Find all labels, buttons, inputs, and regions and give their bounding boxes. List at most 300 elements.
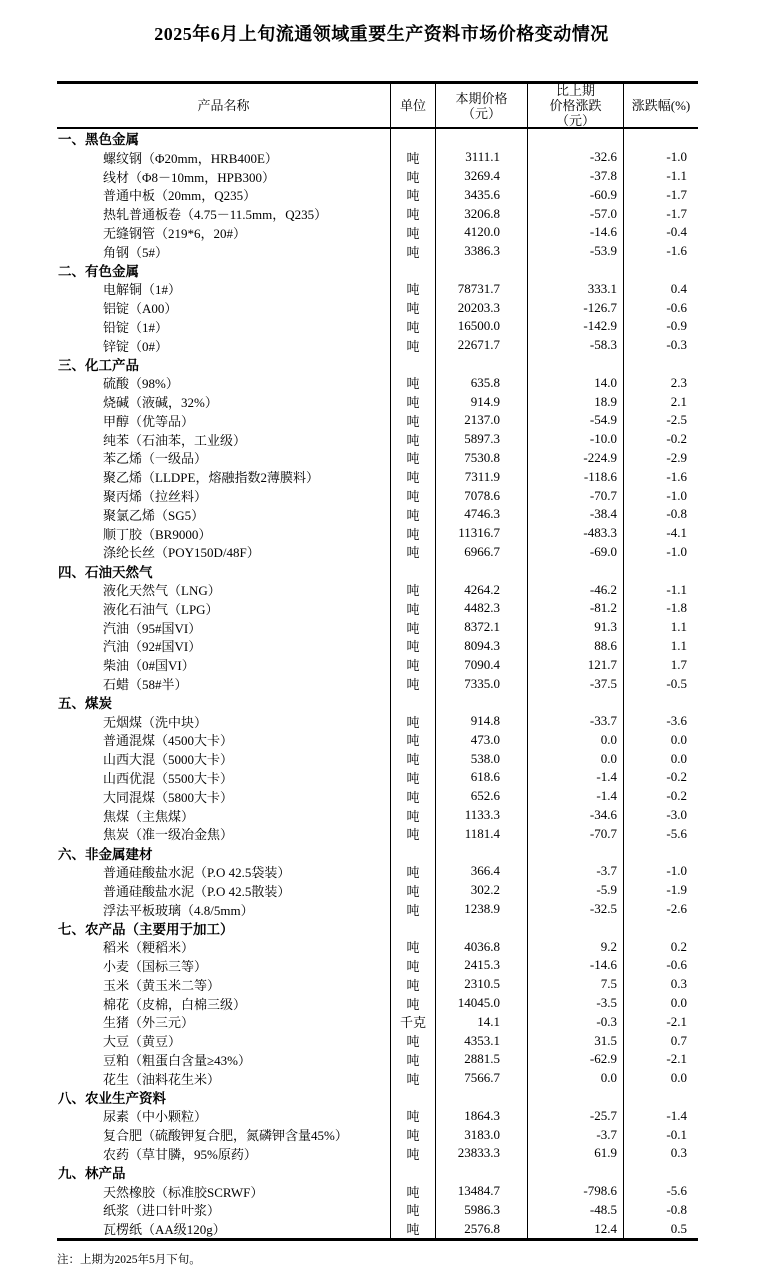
table-row <box>57 655 698 674</box>
price-change-value: -25.7 <box>527 1106 623 1125</box>
unit-value: 吨 <box>390 298 435 317</box>
column-header-price-line2: （元） <box>461 105 501 121</box>
change-percent-value: 1.1 <box>623 637 698 656</box>
product-name: 汽油（92#国VI） <box>103 639 202 655</box>
unit-value: 吨 <box>390 279 435 298</box>
unit-cell <box>390 918 435 937</box>
change-percent-value: -0.4 <box>623 223 698 242</box>
price-change-value: -126.7 <box>527 298 623 317</box>
current-price-value: 7335.0 <box>435 674 527 693</box>
product-name: 石蜡（58#半） <box>103 677 188 693</box>
table-row <box>57 1182 698 1201</box>
change-percent-value: 0.0 <box>623 1069 698 1088</box>
current-price-value: 7311.9 <box>435 467 527 486</box>
product-name: 热轧普通板卷（4.75－11.5mm，Q235） <box>103 207 328 223</box>
unit-value: 吨 <box>390 467 435 486</box>
section-title: 一、黑色金属 <box>58 132 139 148</box>
change-percent-value: -1.1 <box>623 167 698 186</box>
column-header-product-label: 产品名称 <box>197 98 250 113</box>
product-name: 尿素（中小颗粒） <box>103 1109 208 1125</box>
product-name: 锌锭（0#） <box>103 338 169 354</box>
change-percent-value: 2.1 <box>623 392 698 411</box>
price-change-value: -46.2 <box>527 580 623 599</box>
unit-value: 吨 <box>390 674 435 693</box>
current-price-value: 8094.3 <box>435 637 527 656</box>
table-row <box>57 392 698 411</box>
price-change-value: 14.0 <box>527 373 623 392</box>
price-change-value: -5.9 <box>527 881 623 900</box>
table-header-row <box>57 84 698 129</box>
unit-cell <box>390 1088 435 1107</box>
change-percent-value: -5.6 <box>623 824 698 843</box>
current-price-value: 14.1 <box>435 1012 527 1031</box>
product-name: 生猪（外三元） <box>103 1015 195 1031</box>
unit-value: 吨 <box>390 956 435 975</box>
unit-value: 吨 <box>390 768 435 787</box>
product-name: 聚氯乙烯（SG5） <box>103 507 205 523</box>
product-name: 无缝钢管（219*6，20#） <box>103 225 247 241</box>
unit-value: 吨 <box>390 881 435 900</box>
unit-value: 吨 <box>390 787 435 806</box>
current-price-value: 618.6 <box>435 768 527 787</box>
column-header-product <box>57 84 390 127</box>
table-row <box>57 373 698 392</box>
current-price-value: 4353.1 <box>435 1031 527 1050</box>
table-row <box>57 242 698 261</box>
price-change-value: -483.3 <box>527 524 623 543</box>
product-name: 焦炭（准一级冶金焦） <box>103 827 234 843</box>
table-row <box>57 618 698 637</box>
table-row <box>57 1144 698 1163</box>
unit-value: 吨 <box>390 242 435 261</box>
price-cell <box>435 561 527 580</box>
table-row <box>57 505 698 524</box>
product-name: 铝锭（A00） <box>103 301 178 317</box>
unit-value: 吨 <box>390 411 435 430</box>
unit-value: 吨 <box>390 1031 435 1050</box>
section-row <box>57 355 698 374</box>
product-name: 山西大混（5000大卡） <box>103 752 234 768</box>
current-price-value: 3269.4 <box>435 167 527 186</box>
unit-value: 吨 <box>390 712 435 731</box>
table-row <box>57 298 698 317</box>
section-title: 七、农产品（主要用于加工） <box>58 921 234 937</box>
price-change-value: -3.7 <box>527 862 623 881</box>
table-body <box>57 129 698 1238</box>
change-cell <box>527 261 623 280</box>
product-name: 普通硅酸盐水泥（P.O 42.5散装） <box>103 883 291 899</box>
current-price-value: 473.0 <box>435 731 527 750</box>
change-percent-value: -4.1 <box>623 524 698 543</box>
section-title: 六、非金属建材 <box>58 846 153 862</box>
product-name: 豆粕（粗蛋白含量≥43%） <box>103 1052 251 1068</box>
change-percent-value: 1.1 <box>623 618 698 637</box>
price-change-value: -3.7 <box>527 1125 623 1144</box>
table-row <box>57 862 698 881</box>
unit-value: 吨 <box>390 373 435 392</box>
unit-cell <box>390 693 435 712</box>
table-row <box>57 787 698 806</box>
price-change-value: -1.4 <box>527 787 623 806</box>
change-percent-value: -1.0 <box>623 486 698 505</box>
product-name: 普通混煤（4500大卡） <box>103 733 234 749</box>
change-percent-value: -0.2 <box>623 430 698 449</box>
price-change-value: 91.3 <box>527 618 623 637</box>
product-name: 浮法平板玻璃（4.8/5mm） <box>103 902 254 918</box>
change-percent-value: -3.6 <box>623 712 698 731</box>
price-change-value: 0.0 <box>527 749 623 768</box>
change-percent-value: 0.0 <box>623 731 698 750</box>
change-cell <box>527 843 623 862</box>
price-change-value: -70.7 <box>527 486 623 505</box>
section-row <box>57 561 698 580</box>
current-price-value: 78731.7 <box>435 279 527 298</box>
section-title: 五、煤炭 <box>58 696 112 712</box>
price-cell <box>435 129 527 148</box>
change-cell <box>527 918 623 937</box>
unit-value: 吨 <box>390 148 435 167</box>
current-price-value: 11316.7 <box>435 524 527 543</box>
product-name: 玉米（黄玉米二等） <box>103 977 221 993</box>
product-name: 烧碱（液碱，32%） <box>103 395 218 411</box>
product-name: 铅锭（1#） <box>103 319 169 335</box>
current-price-value: 914.8 <box>435 712 527 731</box>
unit-value: 吨 <box>390 1219 435 1238</box>
pct-cell <box>623 843 698 862</box>
current-price-value: 16500.0 <box>435 317 527 336</box>
current-price-value: 7566.7 <box>435 1069 527 1088</box>
current-price-value: 4746.3 <box>435 505 527 524</box>
current-price-value: 2576.8 <box>435 1219 527 1238</box>
unit-cell <box>390 843 435 862</box>
table-row <box>57 900 698 919</box>
unit-value: 吨 <box>390 524 435 543</box>
unit-value: 吨 <box>390 505 435 524</box>
change-percent-value: 0.0 <box>623 994 698 1013</box>
product-name: 棉花（皮棉，白棉三级） <box>103 996 247 1012</box>
current-price-value: 4264.2 <box>435 580 527 599</box>
change-percent-value: 0.7 <box>623 1031 698 1050</box>
unit-value: 吨 <box>390 317 435 336</box>
section-row <box>57 843 698 862</box>
current-price-value: 366.4 <box>435 862 527 881</box>
section-title: 九、林产品 <box>58 1166 126 1182</box>
current-price-value: 3386.3 <box>435 242 527 261</box>
change-percent-value: -1.6 <box>623 467 698 486</box>
section-row <box>57 1088 698 1107</box>
change-percent-value: -1.0 <box>623 862 698 881</box>
price-change-value: 31.5 <box>527 1031 623 1050</box>
product-name: 硫酸（98%） <box>103 376 179 392</box>
current-price-value: 5897.3 <box>435 430 527 449</box>
product-name: 焦煤（主焦煤） <box>103 808 195 824</box>
price-change-value: -224.9 <box>527 449 623 468</box>
column-header-change-line3: （元） <box>555 113 595 127</box>
pct-cell <box>623 355 698 374</box>
price-change-value: 121.7 <box>527 655 623 674</box>
change-percent-value: 0.3 <box>623 1144 698 1163</box>
table-row <box>57 824 698 843</box>
unit-value: 吨 <box>390 543 435 562</box>
change-percent-value: -2.1 <box>623 1050 698 1069</box>
current-price-value: 8372.1 <box>435 618 527 637</box>
unit-value: 吨 <box>390 824 435 843</box>
table-row <box>57 486 698 505</box>
table-row <box>57 599 698 618</box>
unit-value: 吨 <box>390 1200 435 1219</box>
product-name: 聚丙烯（拉丝料） <box>103 489 208 505</box>
table-row <box>57 1012 698 1031</box>
unit-value: 吨 <box>390 655 435 674</box>
price-change-value: -3.5 <box>527 994 623 1013</box>
table-row <box>57 1125 698 1144</box>
current-price-value: 7078.6 <box>435 486 527 505</box>
current-price-value: 23833.3 <box>435 1144 527 1163</box>
current-price-value: 7090.4 <box>435 655 527 674</box>
table-row <box>57 1219 698 1238</box>
unit-value: 吨 <box>390 937 435 956</box>
current-price-value: 7530.8 <box>435 449 527 468</box>
table-row <box>57 580 698 599</box>
table-row <box>57 768 698 787</box>
price-change-value: -798.6 <box>527 1182 623 1201</box>
product-name: 汽油（95#国VI） <box>103 620 202 636</box>
price-change-value: 0.0 <box>527 1069 623 1088</box>
table-row <box>57 881 698 900</box>
current-price-value: 652.6 <box>435 787 527 806</box>
unit-value: 千克 <box>390 1012 435 1031</box>
price-change-value: -60.9 <box>527 185 623 204</box>
change-cell <box>527 1163 623 1182</box>
page-title: 2025年6月上旬流通领域重要生产资料市场价格变动情况 <box>154 24 609 44</box>
table-row <box>57 749 698 768</box>
product-name: 普通中板（20mm，Q235） <box>103 188 257 204</box>
table-row <box>57 1069 698 1088</box>
current-price-value: 3435.6 <box>435 185 527 204</box>
price-cell <box>435 843 527 862</box>
table-row <box>57 975 698 994</box>
current-price-value: 3183.0 <box>435 1125 527 1144</box>
change-percent-value: -1.1 <box>623 580 698 599</box>
change-percent-value: 0.3 <box>623 975 698 994</box>
unit-value: 吨 <box>390 1069 435 1088</box>
table-row <box>57 449 698 468</box>
price-cell <box>435 1163 527 1182</box>
price-change-value: -33.7 <box>527 712 623 731</box>
column-header-change-line2: 价格涨跌 <box>549 98 602 113</box>
price-change-value: -57.0 <box>527 204 623 223</box>
product-name: 小麦（国标三等） <box>103 958 208 974</box>
table-row <box>57 430 698 449</box>
product-name: 稻米（粳稻米） <box>103 940 195 956</box>
current-price-value: 5986.3 <box>435 1200 527 1219</box>
pct-cell <box>623 561 698 580</box>
change-cell <box>527 1088 623 1107</box>
price-change-value: 333.1 <box>527 279 623 298</box>
current-price-value: 3111.1 <box>435 148 527 167</box>
pct-cell <box>623 261 698 280</box>
section-row <box>57 261 698 280</box>
current-price-value: 6966.7 <box>435 543 527 562</box>
price-change-value: -54.9 <box>527 411 623 430</box>
table-row <box>57 336 698 355</box>
change-percent-value: -3.0 <box>623 806 698 825</box>
table-row <box>57 543 698 562</box>
column-header-change-line1: 比上期 <box>555 84 595 98</box>
product-name: 大同混煤（5800大卡） <box>103 789 234 805</box>
price-change-value: -53.9 <box>527 242 623 261</box>
current-price-value: 302.2 <box>435 881 527 900</box>
product-name: 纸浆（进口针叶浆） <box>103 1203 221 1219</box>
product-name: 柴油（0#国VI） <box>103 658 195 674</box>
table-row <box>57 1200 698 1219</box>
price-cell <box>435 261 527 280</box>
change-percent-value: -5.6 <box>623 1182 698 1201</box>
section-title: 四、石油天然气 <box>58 564 153 580</box>
unit-value: 吨 <box>390 1106 435 1125</box>
change-percent-value: 0.4 <box>623 279 698 298</box>
change-percent-value: -0.9 <box>623 317 698 336</box>
price-change-value: -62.9 <box>527 1050 623 1069</box>
product-name: 线材（Φ8－10mm，HPB300） <box>103 169 276 185</box>
current-price-value: 4036.8 <box>435 937 527 956</box>
unit-value: 吨 <box>390 486 435 505</box>
unit-value: 吨 <box>390 806 435 825</box>
table-row <box>57 674 698 693</box>
footnote: 注：上期为2025年5月下旬。 <box>57 1254 201 1266</box>
product-name: 液化石油气（LPG） <box>103 601 219 617</box>
pct-cell <box>623 1088 698 1107</box>
table-row <box>57 731 698 750</box>
change-percent-value: -2.9 <box>623 449 698 468</box>
price-change-value: -34.6 <box>527 806 623 825</box>
product-name: 复合肥（硫酸钾复合肥，氮磷钾含量45%） <box>103 1128 348 1144</box>
price-change-value: -81.2 <box>527 599 623 618</box>
change-percent-value: -0.8 <box>623 505 698 524</box>
column-header-unit-label: 单位 <box>399 98 426 113</box>
pct-cell <box>623 129 698 148</box>
price-change-value: -48.5 <box>527 1200 623 1219</box>
section-row <box>57 693 698 712</box>
price-change-value: -69.0 <box>527 543 623 562</box>
current-price-value: 1864.3 <box>435 1106 527 1125</box>
price-change-value: 18.9 <box>527 392 623 411</box>
change-percent-value: -1.9 <box>623 881 698 900</box>
current-price-value: 1238.9 <box>435 900 527 919</box>
current-price-value: 2137.0 <box>435 411 527 430</box>
current-price-value: 2415.3 <box>435 956 527 975</box>
change-percent-value: -1.6 <box>623 242 698 261</box>
column-header-pct-label: 涨跌幅(%) <box>631 98 691 113</box>
change-percent-value: -1.0 <box>623 543 698 562</box>
unit-value: 吨 <box>390 449 435 468</box>
unit-cell <box>390 261 435 280</box>
current-price-value: 635.8 <box>435 373 527 392</box>
change-cell <box>527 355 623 374</box>
table-row <box>57 1031 698 1050</box>
table-row <box>57 317 698 336</box>
unit-value: 吨 <box>390 430 435 449</box>
table-row <box>57 223 698 242</box>
current-price-value: 1133.3 <box>435 806 527 825</box>
product-name: 山西优混（5500大卡） <box>103 771 234 786</box>
unit-value: 吨 <box>390 862 435 881</box>
price-change-value: -142.9 <box>527 317 623 336</box>
table-row <box>57 467 698 486</box>
product-name: 电解铜（1#） <box>103 282 182 298</box>
product-name: 农药（草甘膦，95%原药） <box>103 1146 257 1162</box>
price-change-value: 9.2 <box>527 937 623 956</box>
unit-value: 吨 <box>390 900 435 919</box>
product-name: 纯苯（石油苯，工业级） <box>103 432 247 448</box>
price-change-value: -37.8 <box>527 167 623 186</box>
section-title: 八、农业生产资料 <box>58 1091 166 1107</box>
unit-value: 吨 <box>390 637 435 656</box>
change-percent-value: -0.2 <box>623 768 698 787</box>
product-name: 液化天然气（LNG） <box>103 583 221 599</box>
table-row <box>57 956 698 975</box>
column-header-change <box>527 84 623 127</box>
change-percent-value: -0.3 <box>623 336 698 355</box>
price-cell <box>435 1088 527 1107</box>
unit-value: 吨 <box>390 749 435 768</box>
change-percent-value: -0.6 <box>623 956 698 975</box>
product-name: 顺丁胶（BR9000） <box>103 526 212 542</box>
change-percent-value: -2.1 <box>623 1012 698 1031</box>
unit-value: 吨 <box>390 167 435 186</box>
change-cell <box>527 693 623 712</box>
table-row <box>57 204 698 223</box>
current-price-value: 22671.7 <box>435 336 527 355</box>
product-name: 天然橡胶（标准胶SCRWF） <box>103 1184 264 1200</box>
table-row <box>57 994 698 1013</box>
price-change-value: 61.9 <box>527 1144 623 1163</box>
price-change-value: 0.0 <box>527 731 623 750</box>
product-name: 花生（油料花生米） <box>103 1071 221 1087</box>
table-row <box>57 167 698 186</box>
current-price-value: 538.0 <box>435 749 527 768</box>
price-change-value: -118.6 <box>527 467 623 486</box>
column-header-price-line1: 本期价格 <box>455 90 508 106</box>
change-percent-value: -1.4 <box>623 1106 698 1125</box>
section-row <box>57 129 698 148</box>
product-name: 角钢（5#） <box>103 244 169 260</box>
change-cell <box>527 561 623 580</box>
price-change-value: -70.7 <box>527 824 623 843</box>
column-header-price <box>435 84 527 127</box>
table-row <box>57 279 698 298</box>
change-percent-value: -2.6 <box>623 900 698 919</box>
change-percent-value: 1.7 <box>623 655 698 674</box>
product-name: 甲醇（优等品） <box>103 413 195 429</box>
current-price-value: 14045.0 <box>435 994 527 1013</box>
price-cell <box>435 693 527 712</box>
change-percent-value: -0.5 <box>623 674 698 693</box>
section-title: 二、有色金属 <box>58 263 139 279</box>
price-cell <box>435 355 527 374</box>
product-name: 涤纶长丝（POY150D/48F） <box>103 545 260 561</box>
price-change-value: -1.4 <box>527 768 623 787</box>
table-row <box>57 712 698 731</box>
change-percent-value: -0.2 <box>623 787 698 806</box>
change-percent-value: -1.7 <box>623 204 698 223</box>
product-name: 苯乙烯（一级品） <box>103 451 208 467</box>
unit-value: 吨 <box>390 599 435 618</box>
current-price-value: 1181.4 <box>435 824 527 843</box>
table-row <box>57 148 698 167</box>
product-name: 普通硅酸盐水泥（P.O 42.5袋装） <box>103 864 291 880</box>
unit-value: 吨 <box>390 185 435 204</box>
